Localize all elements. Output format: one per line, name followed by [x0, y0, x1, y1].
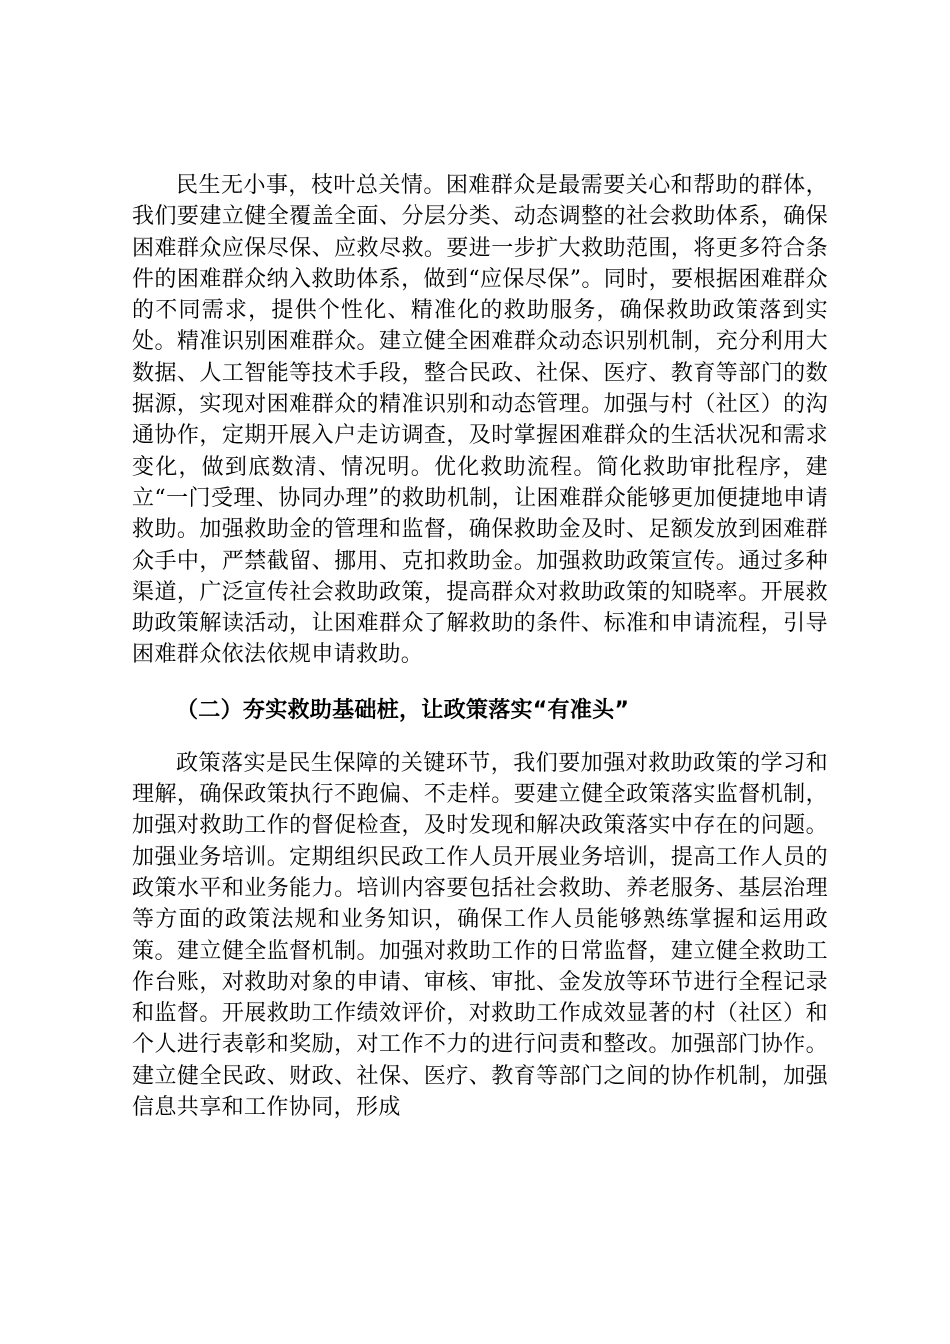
section-heading: （二）夯实救助基础桩，让政策落实“有准头”	[176, 697, 630, 723]
document-page	[132, 170, 828, 1123]
paragraph-social-assistance: 民生无小事，枝叶总关情。困难群众是最需要关心和帮助的群体，我们要建立健全覆盖全面、分层分类、动态调整的社会救助体系，确保困难群众应保尽保、应救尽救。要进一步扩大救助范围，将更多符合条件的困难群众纳入救助体系，做到“应保尽保”。同时，要根据困难群众的不同需求，提供个性化、精准化的救助服务，确保救助政策落到实处。精准识别困难群众。建立健全困难群众动态识别机制，充分利用大数据、人工智能等技术手段，整合民政、社保、医疗、教育等部门的数据源，实现对困难群众的精准识别和动态管理。加强与村（社区）的沟通协作，定期开展入户走访调查，及时掌握困难群众的生活状况和需求变化，做到底数清、情况明。优化救助流程。简化救助审批程序，建立“一门受理、协同办理”的救助机制，让困难群众能够更加便捷地申请救助。加强救助金的管理和监督，确保救助金及时、足额发放到困难群众手中，严禁截留、挪用、克扣救助金。加强救助政策宣传。通过多种渠道，广泛宣传社会救助政策，提高群众对救助政策的知晓率。开展救助政策解读活动，让困难群众了解救助的条件、标准和申请流程，引导困难群众依法依规申请救助。	[132, 173, 828, 668]
paragraph-policy-implementation: 政策落实是民生保障的关键环节，我们要加强对救助政策的学习和理解，确保政策执行不跑偏、不走样。要建立健全政策落实监督机制，加强对救助工作的督促检查，及时发现和解决政策落实中存在的问题。加强业务培训。定期组织民政工作人员开展业务培训，提高工作人员的政策水平和业务能力。培训内容要包括社会救助、养老服务、基层治理等方面的政策法规和业务知识，确保工作人员能够熟练掌握和运用政策。建立健全监督机制。加强对救助工作的日常监督，建立健全救助工作台账，对救助对象的申请、审核、审批、金发放等环节进行全程记录和监督。开展救助工作绩效评价，对救助工作成效显著的村（社区）和个人进行表彰和奖励，对工作不力的进行问责和整改。加强部门协作。建立健全民政、财政、社保、医疗、教育等部门之间的协作机制，加强信息共享和工作协同，形成	[132, 750, 828, 1121]
